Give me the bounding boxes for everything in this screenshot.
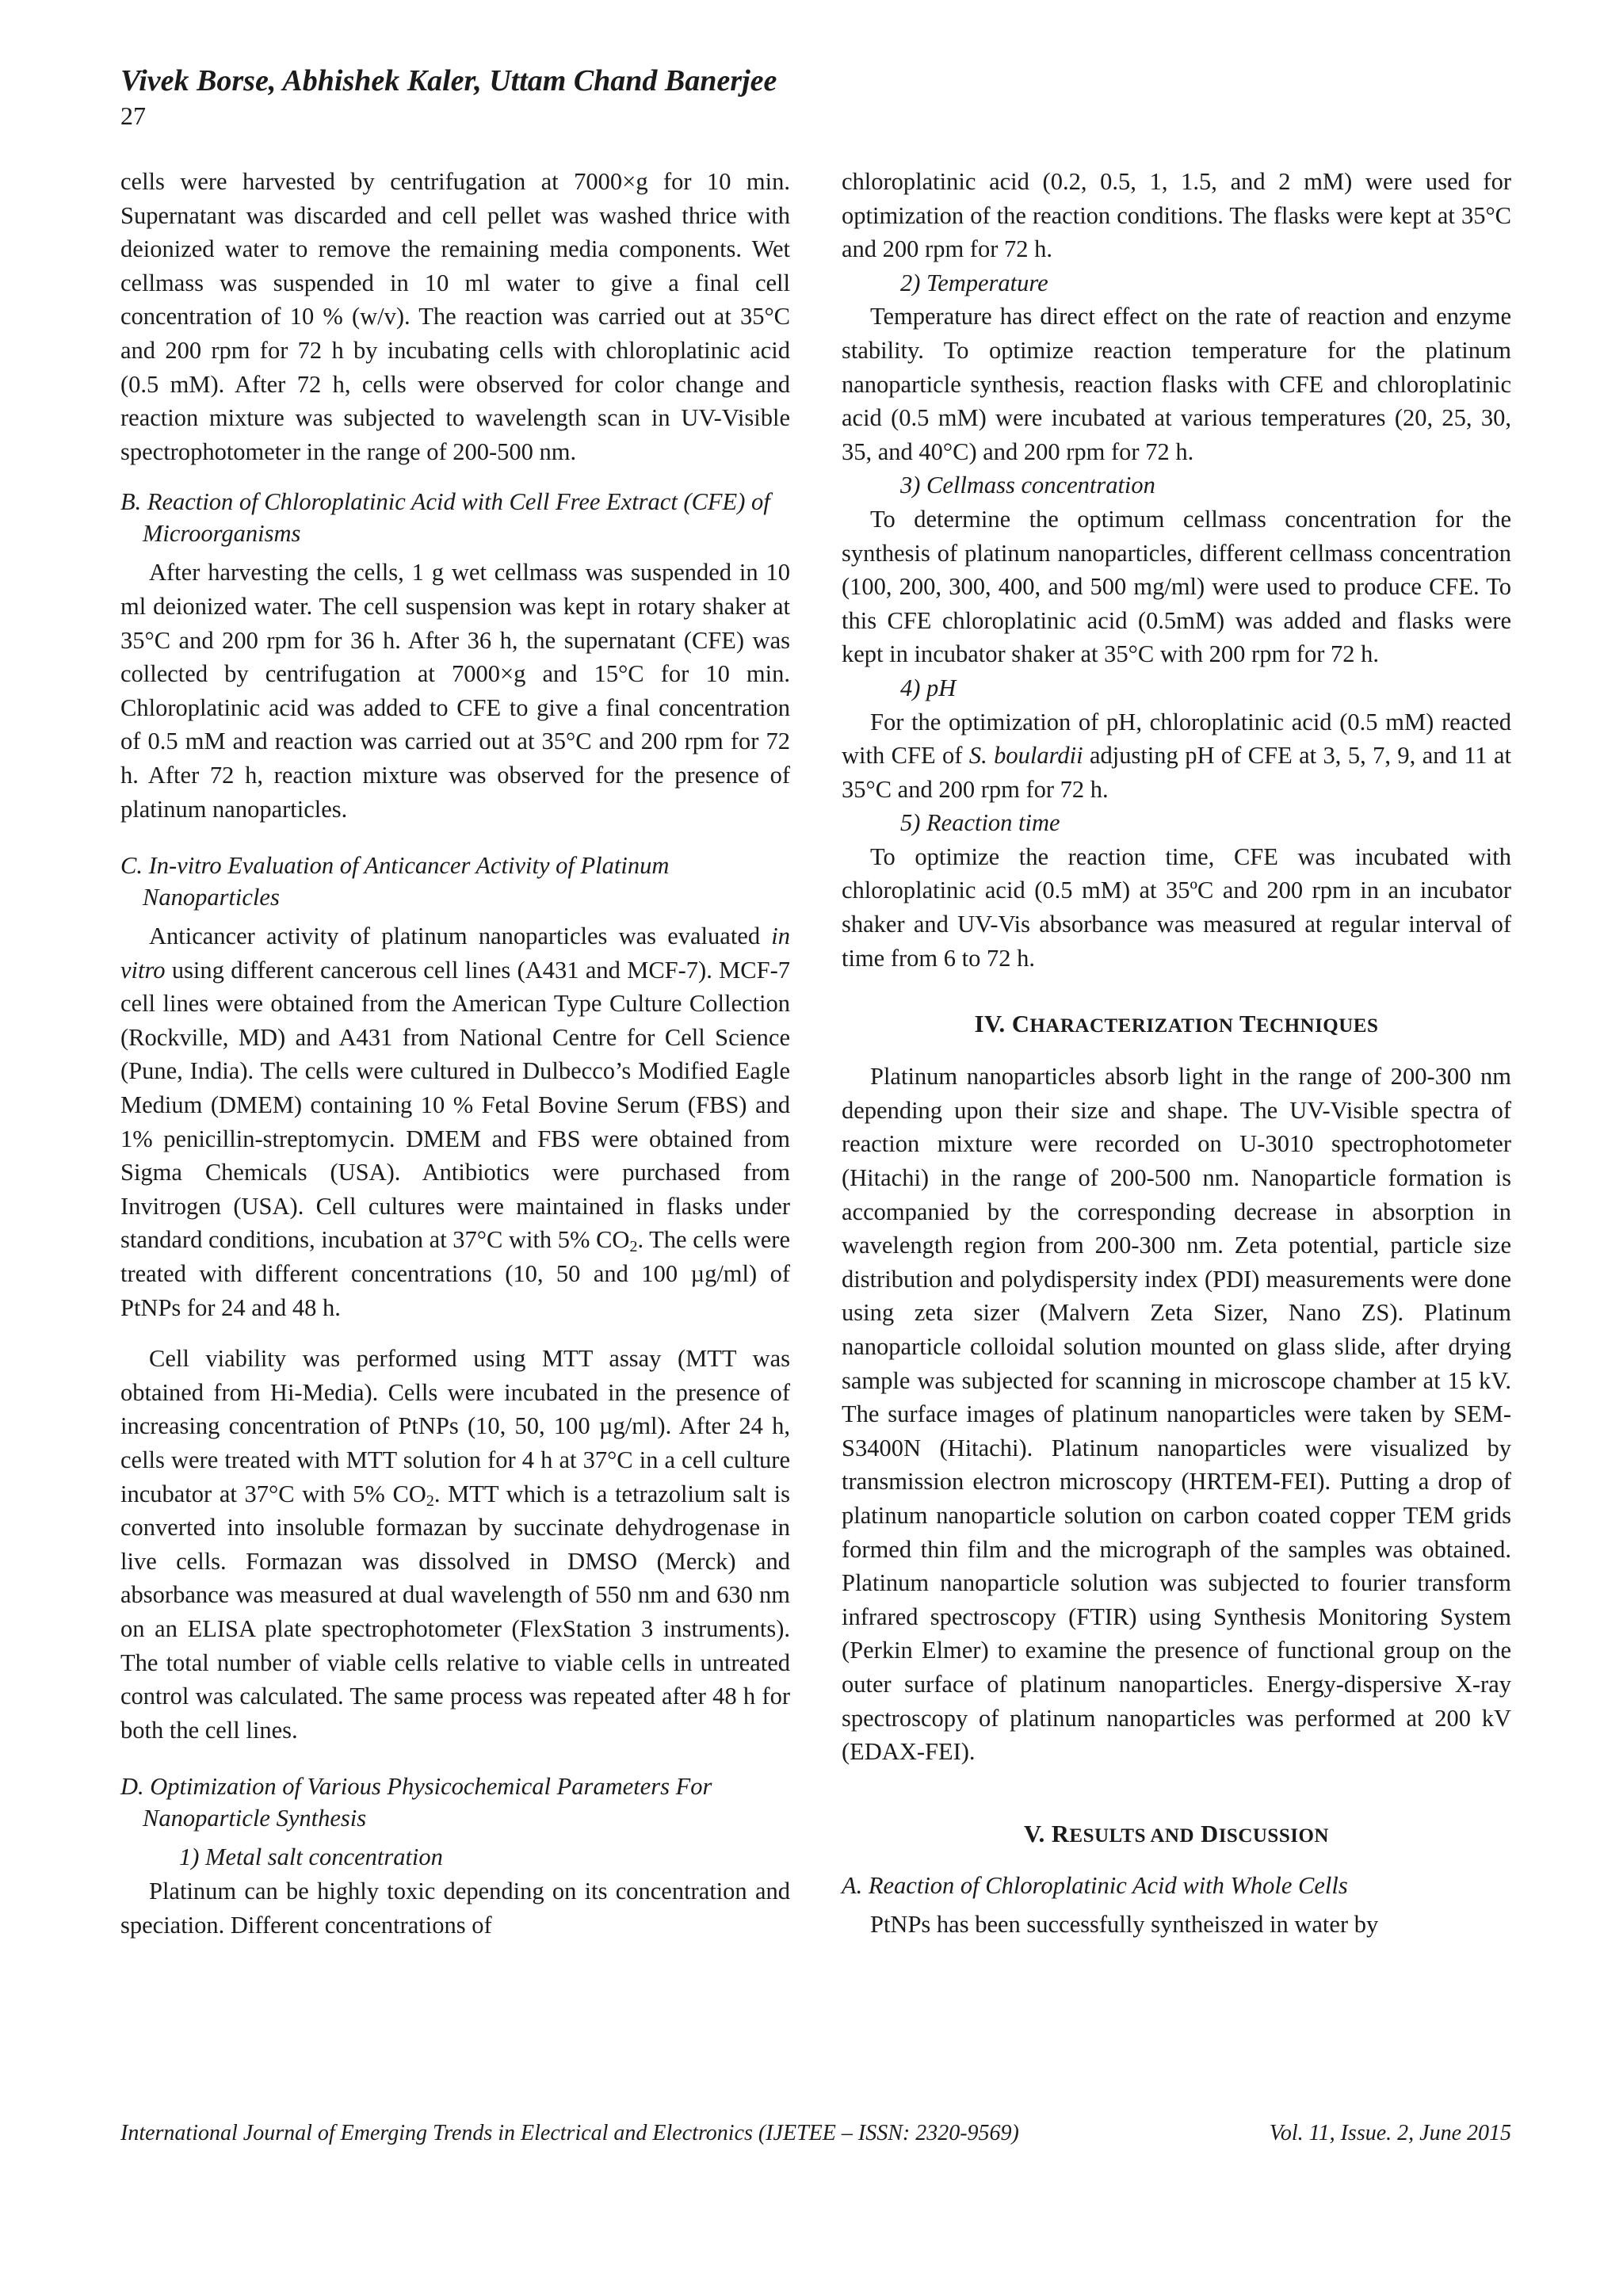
smallcaps-initial: R bbox=[1051, 1820, 1070, 1847]
text-run: Cell viability was performed using MTT assay (MTT was obtained from Hi-Media). Cells were incubated in the presence of increasing concentration of PtNPs (10, 50, 100 µg/ml). After 24 h, cells were treated with MTT solution for 4 h at 37°C in a cell culture incubator at 37°C with 5% CO bbox=[120, 1345, 790, 1507]
subsection-title: In-vitro Evaluation of Anticancer Activity of Platinum Nanoparticles bbox=[143, 852, 670, 911]
text-run: . MTT which is a tetrazolium salt is converted into insoluble formazan by succinate dehydrogenase in live cells. Formazan was dissolved in DMSO (Merck) and absorbance was measured at dual wavelength of 550 nm and 630 nm on an ELISA plate spectrophotometer (FlexStation 3 instruments). The total number of viable cells relative to viable cells in untreated control was calculated. The same process was repeated after 48 h for both the cell lines. bbox=[120, 1480, 790, 1744]
italic-text: S. boulardii bbox=[968, 742, 1083, 770]
paragraph-metal-salt: Platinum can be highly toxic depending on its concentration and speciation. Different concentrations of bbox=[120, 1877, 790, 1939]
subsection-heading-d bbox=[120, 1771, 790, 1834]
paragraph-temperature: Temperature has direct effect on the rate of reaction and enzyme stability. To optimize reaction temperature for the platinum nanoparticle synthesis, reaction flasks with CFE and chloroplatinic acid (0.5 mM) were incubated at various temperatures (20, 25, 30, 35, and 40°C) and 200 rpm for 72 h. bbox=[842, 303, 1511, 465]
paragraph-cfe-reaction: After harvesting the cells, 1 g wet cellmass was suspended in 10 ml deionized water. The cell suspension was kept in rotary shaker at 35°C and 200 rpm for 36 h. After 36 h, the supernatant (CFE) was collected by centrifugation at 7000×g and 15°C for 10 min. Chloroplatinic acid was added to CFE to give a final concentration of 0.5 mM and reaction was carried out at 35°C and 200 rpm for 72 h. After 72 h, reaction mixture was observed for the presence of platinum nanoparticles. bbox=[120, 559, 790, 823]
subsection-heading-results-a bbox=[842, 1870, 1511, 1901]
subsubsection-reaction-time: 5) Reaction time bbox=[900, 809, 1060, 837]
page-number: 27 bbox=[120, 101, 146, 130]
subscript: 2 bbox=[629, 1238, 638, 1256]
smallcaps-initial: D bbox=[1201, 1820, 1219, 1847]
smallcaps-rest: ESULTS AND bbox=[1069, 1824, 1195, 1847]
subsection-title: Reaction of Chloroplatinic Acid with Cell Free Extract (CFE) of Microorganisms bbox=[143, 488, 770, 548]
subsubsection-temperature: 2) Temperature bbox=[900, 269, 1048, 296]
paragraph-cellmass: To determine the optimum cellmass concentration for the synthesis of platinum nanoparticles, different cellmass concentration (100, 200, 300, 400, and 500 mg/ml) were used to produce CFE. To this CFE chloroplatinic acid (0.5mM) was added and flasks were kept in incubator shaker at 35°C with 200 rpm for 72 h. bbox=[842, 505, 1511, 668]
subsection-heading-c bbox=[120, 850, 790, 913]
text-run: Anticancer activity of platinum nanoparticles was evaluated bbox=[149, 923, 772, 950]
subsection-marker: D. bbox=[120, 1773, 144, 1801]
subsection-marker: C. bbox=[120, 852, 143, 880]
running-header-authors: Vivek Borse, Abhishek Kaler, Uttam Chand Banerjee bbox=[120, 64, 777, 97]
subsection-title: Optimization of Various Physicochemical Parameters For Nanoparticle Synthesis bbox=[143, 1773, 712, 1832]
subsubsection-cellmass: 3) Cellmass concentration bbox=[900, 472, 1155, 499]
section-heading-characterization bbox=[842, 1008, 1511, 1042]
text-run: using different cancerous cell lines (A431 and MCF-7). MCF-7 cell lines were obtained from the American Type Culture Collection (Rockville, MD) and A431 from National Centre for Cell Science (Pune, India). The cells were cultured in Dulbecco’s Modified Eagle Medium (DMEM) containing 10 % Fetal Bovine Serum (FBS) and 1% penicillin-streptomycin. DMEM and FBS were obtained from Sigma Chemicals (USA). Antibiotics were purchased from Invitrogen (USA). Cell cultures were maintained in flasks under standard conditions, incubation at 37°C with 5% CO bbox=[120, 956, 790, 1254]
smallcaps-initial: T bbox=[1239, 1010, 1256, 1038]
smallcaps-initial: C bbox=[1011, 1010, 1030, 1038]
subsection-heading-b bbox=[120, 486, 790, 549]
subsection-title: Reaction of Chloroplatinic Acid with Whole Cells bbox=[868, 1871, 1348, 1899]
text-run: For the optimization of pH, chloroplatinic acid (0.5 mM) reacted with CFE of bbox=[842, 708, 1511, 770]
section-heading-results bbox=[842, 1818, 1511, 1852]
subsubsection-metal-salt: 1) Metal salt concentration bbox=[179, 1843, 443, 1871]
smallcaps-rest: ISCUSSION bbox=[1218, 1824, 1329, 1847]
running-footer bbox=[120, 2118, 1511, 2149]
smallcaps-rest: HARACTERIZATION bbox=[1029, 1015, 1234, 1037]
text-run: . The cells were treated with different concentrations (10, 50 and 100 µg/ml) of PtNPs for 24 and 48 h. bbox=[120, 1226, 790, 1321]
section-number: IV. bbox=[974, 1010, 1006, 1038]
smallcaps-rest: ECHNIQUES bbox=[1255, 1015, 1379, 1037]
text-run: adjusting pH of CFE at 3, 5, 7, 9, and 11 at 35°C and 200 rpm for 72 h. bbox=[842, 742, 1511, 803]
section-number: V. bbox=[1024, 1820, 1045, 1847]
subscript: 2 bbox=[426, 1492, 434, 1510]
paragraph-mtt-assay bbox=[120, 1342, 790, 1747]
paragraph-reaction-time: To optimize the reaction time, CFE was incubated with chloroplatinic acid (0.5 mM) at 35ºC and 200 rpm in an incubator shaker and UV-Vis absorbance was measured at regular interval of time from 6 to 72 h. bbox=[842, 842, 1511, 972]
subsection-marker: B. bbox=[120, 488, 142, 516]
paragraph-characterization: Platinum nanoparticles absorb light in the range of 200-300 nm depending upon their size and shape. The UV-Visible spectra of reaction mixture were recorded on U-3010 spectrophotometer (Hitachi) in the range of 200-500 nm. Nanoparticle formation is accompanied by the corresponding decrease in absorption in wavelength region from 200-300 nm. Zeta potential, particle size distribution and polydispersity index (PDI) measurements were done using zeta sizer (Malvern Zeta Sizer, Nano ZS). Platinum nanoparticle colloidal solution mounted on glass slide, after drying sample was subjected for scanning in microscope chamber at 15 kV. The surface images of platinum nanoparticles were taken by SEM-S3400N (Hitachi). Platinum nanoparticles were visualized by transmission electron microscopy (HRTEM-FEI). Putting a drop of platinum nanoparticle solution on carbon coated copper TEM grids formed thin film and the micrograph of the samples was obtained. Platinum nanoparticle solution was subjected to fourier transform infrared spectroscopy (FTIR) using Synthesis Monitoring System (Perkin Elmer) to examine the presence of functional group on the outer surface of platinum nanoparticles. Energy-dispersive X-ray spectroscopy of platinum nanoparticles was performed at 200 kV (EDAX-FEI). bbox=[842, 1063, 1511, 1766]
italic-text: in vitro bbox=[120, 923, 790, 984]
footer-journal: International Journal of Emerging Trends in Electrical and Electronics (IJETEE – ISSN: 2320-9569) bbox=[120, 2121, 1019, 2145]
paragraph-ph bbox=[842, 705, 1511, 807]
paragraph-metal-salt-cont: chloroplatinic acid (0.2, 0.5, 1, 1.5, and 2 mM) were used for optimization of the reaction conditions. The flasks were kept at 35°C and 200 rpm for 72 h. bbox=[842, 168, 1511, 263]
subsubsection-ph: 4) pH bbox=[900, 674, 957, 701]
paragraph-cell-harvesting: cells were harvested by centrifugation at 7000×g for 10 min. Supernatant was discarded and cell pellet was washed thrice with deionized water to remove the remaining media components. Wet cellmass was suspended in 10 ml water to give a final cell concentration of 10 % (w/v). The reaction was carried out at 35°C and 200 rpm for 72 h by incubating cells with chloroplatinic acid (0.5 mM). After 72 h, cells were observed for color change and reaction mixture was subjected to wavelength scan in UV-Visible spectrophotometer in the range of 200-500 nm. bbox=[120, 168, 790, 465]
paragraph-results-start: PtNPs has been successfully syntheiszed in water by bbox=[870, 1910, 1379, 1938]
right-column bbox=[842, 165, 1511, 1941]
left-column bbox=[120, 165, 790, 1942]
paragraph-anticancer-activity bbox=[120, 919, 790, 1324]
footer-volume: Vol. 11, Issue. 2, June 2015 bbox=[1269, 2121, 1511, 2145]
subsection-marker: A. bbox=[842, 1871, 863, 1899]
